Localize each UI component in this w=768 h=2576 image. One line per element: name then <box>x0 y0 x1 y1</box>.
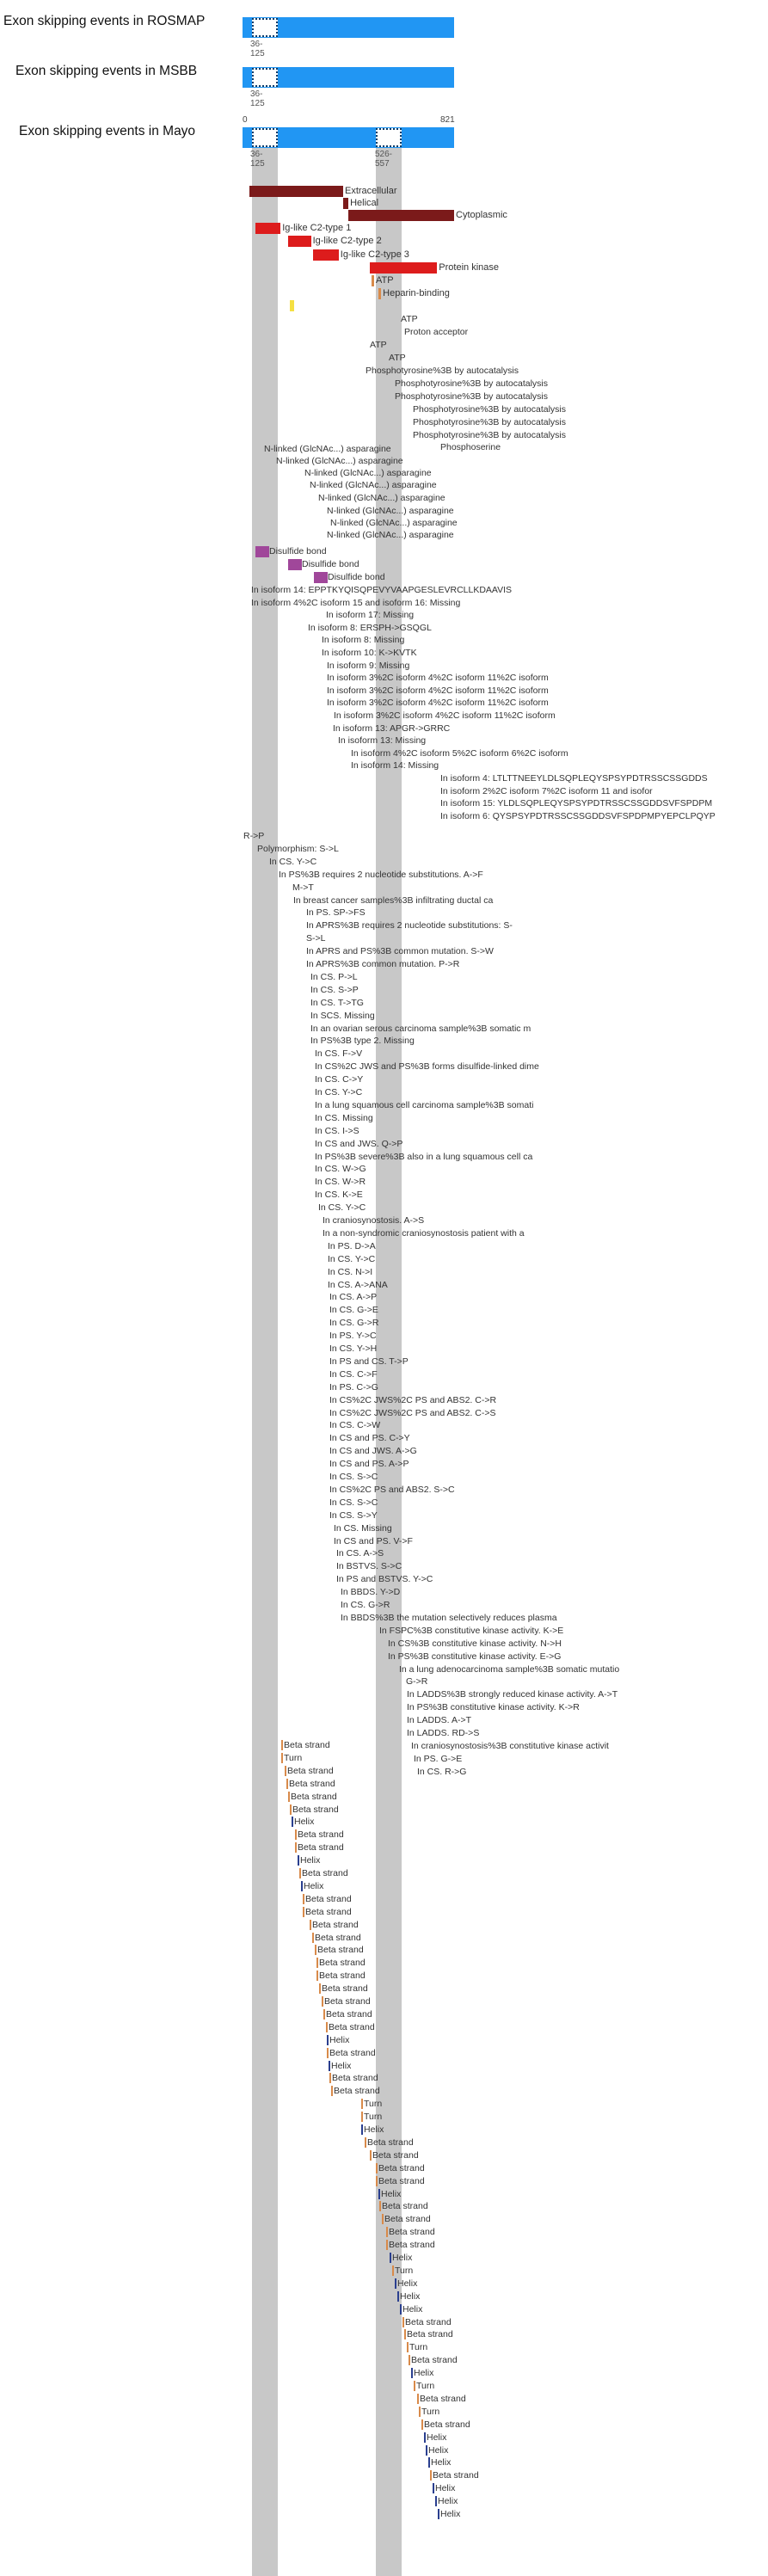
variant-label: In a non-syndromic craniosynostosis patient with a <box>323 1227 525 1239</box>
secondary-structure-label: Helix <box>331 2060 352 2071</box>
site-label: Phosphotyrosine%3B by autocatalysis <box>395 391 549 402</box>
secondary-structure-mark <box>395 2278 396 2289</box>
secondary-structure-mark <box>329 2073 331 2083</box>
variant-label: In CS. Missing <box>334 1522 392 1534</box>
exon-range-label: 36-125 <box>250 150 265 169</box>
secondary-structure-mark <box>361 2099 363 2109</box>
isoform-label: In isoform 4: LTLTTNEEYLDLSQPLEQYSPSYPDTRSSCSSGDDS <box>440 773 708 784</box>
domain-label: Ig-like C2-type 3 <box>340 249 409 260</box>
secondary-structure-label: Helix <box>392 2253 413 2263</box>
secondary-structure-mark <box>319 1983 321 1994</box>
secondary-structure-label: Beta strand <box>305 1906 352 1917</box>
disulfide-label: Disulfide bond <box>302 559 359 569</box>
secondary-structure-label: Helix <box>435 2483 456 2494</box>
variant-label: In CS. Y->C <box>318 1202 366 1214</box>
domain-label: Ig-like C2-type 1 <box>282 223 352 233</box>
variant-label: In CS. W->G <box>315 1164 366 1175</box>
track-title: Exon skipping events in ROSMAP <box>3 14 206 28</box>
secondary-structure-mark <box>361 2124 363 2135</box>
secondary-structure-mark <box>331 2086 333 2096</box>
secondary-structure-mark <box>361 2112 363 2122</box>
variant-label: Polymorphism: S->L <box>257 843 339 854</box>
secondary-structure-label: Beta strand <box>372 2149 419 2161</box>
domain-bar <box>249 186 343 197</box>
secondary-structure-label: Helix <box>440 2509 461 2519</box>
variant-label: In a lung squamous cell carcinoma sample%3B somati <box>315 1099 534 1110</box>
variant-label: In CS%2C JWS%2C PS and ABS2. C->R <box>329 1394 497 1405</box>
variant-label: In PS. SP->FS <box>306 907 366 919</box>
secondary-structure-label: Beta strand <box>424 2419 470 2430</box>
variant-label: In PS%3B constitutive kinase activity. K->R <box>407 1702 580 1713</box>
variant-label: In CS. A->P <box>329 1292 378 1303</box>
domain-label: ATP <box>376 275 394 286</box>
secondary-structure-label: Beta strand <box>287 1765 334 1776</box>
secondary-structure-label: Turn <box>284 1752 303 1763</box>
variant-label: In CS. Y->C <box>269 856 317 867</box>
exon-guide-1 <box>252 144 278 2576</box>
domain-bar <box>378 288 381 299</box>
secondary-structure-mark <box>407 2342 409 2352</box>
secondary-structure-mark <box>382 2214 384 2224</box>
secondary-structure-label: Beta strand <box>292 1804 339 1815</box>
secondary-structure-mark <box>438 2509 439 2519</box>
secondary-structure-label: Turn <box>364 2112 383 2123</box>
variant-label: In CS. K->E <box>315 1190 363 1201</box>
site-label: Phosphotyrosine%3B by autocatalysis <box>395 378 549 389</box>
variant-label: In breast cancer samples%3B infiltrating ductal ca <box>293 895 494 906</box>
glycosylation-label: N-linked (GlcNAc...) asparagine <box>327 530 454 540</box>
glycosylation-label: N-linked (GlcNAc...) asparagine <box>276 456 403 466</box>
secondary-structure-label: Beta strand <box>317 1945 364 1956</box>
secondary-structure-label: Turn <box>409 2342 428 2353</box>
domain-label: Protein kinase <box>439 262 499 273</box>
secondary-structure-mark <box>301 1881 303 1891</box>
site-label: Phosphotyrosine%3B by autocatalysis <box>413 430 567 440</box>
domain-bar <box>288 236 311 247</box>
secondary-structure-mark <box>326 2022 328 2032</box>
secondary-structure-mark <box>303 1894 304 1904</box>
variant-label: In CS. C->W <box>329 1420 381 1431</box>
variant-label: In CS. C->Y <box>315 1074 364 1085</box>
secondary-structure-mark <box>433 2483 434 2493</box>
secondary-structure-mark <box>430 2470 432 2481</box>
secondary-structure-mark <box>386 2240 388 2250</box>
variant-label: In CS. P->L <box>310 971 358 982</box>
secondary-structure-mark <box>299 1868 301 1878</box>
domain-bar <box>370 262 437 274</box>
secondary-structure-label: Beta strand <box>367 2136 414 2148</box>
secondary-structure-mark <box>310 1920 311 1930</box>
secondary-structure-mark <box>292 1817 293 1827</box>
track-title: Exon skipping events in MSBB <box>15 64 198 78</box>
variant-label: In CS. T->TG <box>310 997 364 1008</box>
site-label: ATP <box>389 353 406 363</box>
site-label: ATP <box>370 340 387 350</box>
secondary-structure-mark <box>421 2419 423 2430</box>
exon-box <box>252 128 278 147</box>
secondary-structure-label: Beta strand <box>289 1778 335 1789</box>
variant-label: In PS. C->G <box>329 1381 378 1393</box>
exon-box <box>252 68 278 87</box>
glycosylation-label: N-linked (GlcNAc...) asparagine <box>304 468 432 478</box>
secondary-structure-mark <box>288 1792 290 1802</box>
isoform-label: In isoform 4%2C isoform 15 and isoform 16: Missing <box>251 597 461 608</box>
domain-bar <box>343 198 348 209</box>
secondary-structure-label: Turn <box>416 2381 435 2391</box>
secondary-structure-label: Beta strand <box>319 1958 366 1969</box>
secondary-structure-label: Beta strand <box>378 2175 425 2186</box>
domain-bar <box>255 223 280 234</box>
secondary-structure-label: Beta strand <box>284 1740 330 1750</box>
variant-label: In PS%3B type 2. Missing <box>310 1036 415 1047</box>
secondary-structure-mark <box>327 2048 329 2058</box>
secondary-structure-mark <box>400 2304 402 2315</box>
domain-bar <box>313 249 339 261</box>
secondary-structure-label: Helix <box>427 2432 447 2443</box>
secondary-structure-label: Beta strand <box>405 2316 452 2327</box>
secondary-structure-label: Beta strand <box>389 2227 435 2238</box>
secondary-structure-mark <box>295 1829 297 1840</box>
domain-label: Cytoplasmic <box>456 210 507 220</box>
variant-label: In CS. F->V <box>315 1048 363 1060</box>
variant-label: In CS. S->Y <box>329 1509 378 1521</box>
variant-label: In PS. G->E <box>414 1753 463 1764</box>
isoform-label: In isoform 3%2C isoform 4%2C isoform 11%2C isoform <box>327 685 549 696</box>
glycosylation-label: N-linked (GlcNAc...) asparagine <box>330 518 458 528</box>
isoform-label: In isoform 6: QYSPSYPDTRSSCSSGDDSVFSPDPMPYEPCLPQYP <box>440 810 716 821</box>
isoform-label: In isoform 14: EPPTKYQISQPEVYVAAPGESLEVRCLLKDAAVIS <box>251 585 513 595</box>
variant-label: In CS%2C JWS and PS%3B forms disulfide-linked dime <box>315 1061 539 1073</box>
site-label: Phosphotyrosine%3B by autocatalysis <box>413 404 567 415</box>
secondary-structure-mark <box>303 1907 304 1917</box>
secondary-structure-label: Turn <box>364 2099 383 2110</box>
secondary-structure-mark <box>404 2329 406 2339</box>
domain-label: Extracellular <box>344 186 397 196</box>
secondary-structure-mark <box>322 1996 323 2007</box>
variant-label: In PS%3B constitutive kinase activity. E->G <box>388 1651 562 1662</box>
domain-bar <box>372 275 374 286</box>
variant-label: G->R <box>406 1676 428 1688</box>
secondary-structure-mark <box>316 1970 318 1981</box>
disulfide-label: Disulfide bond <box>328 572 385 582</box>
site-label: Phosphotyrosine%3B by autocatalysis <box>413 417 567 427</box>
isoform-label: In isoform 14: Missing <box>351 760 439 772</box>
isoform-label: In isoform 15: YLDLSQPLEQYSPSYPDTRSSCSSGDDSVFSPDPM <box>440 798 713 809</box>
secondary-structure-mark <box>290 1804 292 1815</box>
secondary-structure-mark <box>428 2457 430 2468</box>
glycosylation-label: N-linked (GlcNAc...) asparagine <box>310 480 437 490</box>
secondary-structure-mark <box>402 2317 404 2327</box>
variant-label: In PS and CS. T->P <box>329 1356 409 1367</box>
secondary-structure-label: Beta strand <box>420 2393 466 2404</box>
variant-label: In CS. Y->C <box>315 1087 363 1097</box>
site-label: Phosphotyrosine%3B by autocatalysis <box>366 366 519 376</box>
domain-bar <box>348 210 454 221</box>
secondary-structure-label: Helix <box>381 2188 402 2199</box>
exon-box-2 <box>376 128 402 147</box>
variant-label: In CS. C->F <box>329 1368 378 1380</box>
variant-label: In CS. S->C <box>329 1497 378 1508</box>
secondary-structure-label: Beta strand <box>389 2240 435 2251</box>
secondary-structure-mark <box>315 1945 316 1955</box>
track-title: Exon skipping events in Mayo <box>19 124 196 138</box>
secondary-structure-label: Beta strand <box>291 1791 337 1802</box>
secondary-structure-label: Beta strand <box>298 1842 344 1854</box>
secondary-structure-mark <box>329 2061 330 2071</box>
variant-label: In APRS%3B requires 2 nucleotide substitutions: S- <box>306 920 513 931</box>
variant-label: In LADDS. RD->S <box>407 1728 480 1738</box>
secondary-structure-mark <box>397 2291 399 2302</box>
variant-label: In CS. S->C <box>329 1472 378 1482</box>
disulfide-bar <box>255 546 269 557</box>
variant-label: In CS and PS. A->P <box>329 1459 409 1470</box>
isoform-label: In isoform 9: Missing <box>327 660 410 671</box>
variant-label: In BBDS. Y->D <box>341 1587 401 1598</box>
secondary-structure-label: Helix <box>294 1817 315 1828</box>
isoform-label: In isoform 8: Missing <box>322 635 405 646</box>
variant-label: In PS and BSTVS. Y->C <box>336 1574 433 1585</box>
variant-label: In PS%3B requires 2 nucleotide substitutions. A->F <box>279 869 483 880</box>
secondary-structure-mark <box>435 2496 437 2506</box>
secondary-structure-label: Turn <box>395 2265 414 2276</box>
variant-label: In APRS%3B common mutation. P->R <box>306 959 460 969</box>
variant-label: In CS. G->E <box>329 1305 378 1316</box>
secondary-structure-mark <box>426 2445 427 2456</box>
secondary-structure-label: Beta strand <box>329 2021 375 2032</box>
variant-label: R->P <box>243 831 265 841</box>
secondary-structure-mark <box>285 1766 286 1776</box>
secondary-structure-mark <box>323 2009 325 2020</box>
secondary-structure-label: Helix <box>364 2124 384 2135</box>
variant-label: M->T <box>292 882 314 893</box>
secondary-structure-label: Helix <box>428 2444 449 2456</box>
secondary-structure-label: Beta strand <box>332 2073 378 2084</box>
variant-label: In CS and JWS. A->G <box>329 1446 417 1457</box>
variant-label: In CS. G->R <box>329 1318 379 1329</box>
secondary-structure-label: Helix <box>329 2034 350 2045</box>
secondary-structure-label: Beta strand <box>305 1893 352 1904</box>
exon-range-label-2: 526-557 <box>375 150 393 169</box>
variant-label: In CS. Y->C <box>328 1253 376 1264</box>
variant-label: In CS. A->ANA <box>328 1279 388 1290</box>
secondary-structure-label: Beta strand <box>312 1919 359 1930</box>
site-label: Proton acceptor <box>404 327 469 337</box>
variant-label: In CS. N->I <box>328 1266 373 1277</box>
secondary-structure-mark <box>417 2394 419 2404</box>
variant-label: In BSTVS. S->C <box>336 1561 402 1572</box>
isoform-label: In isoform 3%2C isoform 4%2C isoform 11%2C isoform <box>327 673 549 684</box>
secondary-structure-label: Beta strand <box>326 2008 372 2020</box>
glycosylation-label: N-linked (GlcNAc...) asparagine <box>318 493 445 503</box>
secondary-structure-mark <box>286 1779 288 1789</box>
isoform-label: In isoform 4%2C isoform 5%2C isoform 6%2C isoform <box>351 747 568 759</box>
secondary-structure-mark <box>414 2381 415 2391</box>
secondary-structure-label: Helix <box>438 2496 458 2507</box>
variant-label: In craniosynostosis%3B constitutive kinase activit <box>411 1740 609 1751</box>
domain-label: Helical <box>350 198 379 208</box>
secondary-structure-mark <box>376 2176 378 2186</box>
secondary-structure-mark <box>295 1842 297 1853</box>
variant-label: In CS. S->P <box>310 984 359 995</box>
variant-label: In LADDS%3B strongly reduced kinase activity. A->T <box>407 1689 618 1700</box>
secondary-structure-mark <box>386 2227 388 2237</box>
variant-label: In CS and PS. C->Y <box>329 1433 410 1444</box>
secondary-structure-label: Beta strand <box>315 1932 361 1943</box>
isoform-label: In isoform 2%2C isoform 7%2C isoform 11 and isofor <box>440 785 653 796</box>
isoform-label: In isoform 10: K->KVTK <box>322 648 417 658</box>
variant-label: In PS. D->A <box>328 1240 376 1251</box>
exon-box <box>252 18 278 37</box>
variant-label: In SCS. Missing <box>310 1010 375 1021</box>
variant-label: In CS%3B constitutive kinase activity. N->H <box>388 1638 562 1649</box>
secondary-structure-mark <box>370 2150 372 2161</box>
secondary-structure-label: Beta strand <box>329 2047 376 2058</box>
variant-label: In CS. Missing <box>315 1112 373 1123</box>
variant-label: In APRS and PS%3B common mutation. S->W <box>306 946 494 957</box>
secondary-structure-label: Beta strand <box>298 1829 344 1841</box>
isoform-label: In isoform 13: APGR->GRRC <box>333 722 451 734</box>
disulfide-bar <box>314 572 328 583</box>
secondary-structure-label: Beta strand <box>411 2355 458 2366</box>
secondary-structure-label: Beta strand <box>319 1970 366 1982</box>
secondary-structure-mark <box>378 2189 380 2199</box>
secondary-structure-label: Helix <box>397 2278 418 2289</box>
secondary-structure-mark <box>312 1933 314 1943</box>
glycosylation-label: N-linked (GlcNAc...) asparagine <box>264 444 391 454</box>
variant-label: In CS. W->R <box>315 1177 366 1188</box>
isoform-label: In isoform 3%2C isoform 4%2C isoform 11%2C isoform <box>334 710 556 721</box>
secondary-structure-mark <box>281 1753 283 1763</box>
exon-range-label: 36-125 <box>250 89 265 108</box>
secondary-structure-mark <box>392 2266 394 2276</box>
variant-label: In CS. I->S <box>315 1125 359 1136</box>
variant-label: In CS and PS. V->F <box>334 1535 413 1546</box>
variant-label: In FSPC%3B constitutive kinase activity. K->E <box>379 1625 564 1636</box>
domain-label: Ig-like C2-type 2 <box>312 236 382 246</box>
secondary-structure-mark <box>419 2407 421 2417</box>
secondary-structure-label: Turn <box>421 2406 440 2417</box>
disulfide-label: Disulfide bond <box>269 546 327 556</box>
secondary-structure-label: Beta strand <box>324 1996 371 2007</box>
variant-label: In CS. G->R <box>341 1600 390 1610</box>
secondary-structure-label: Helix <box>300 1855 321 1866</box>
variant-label: In craniosynostosis. A->S <box>323 1215 425 1226</box>
isoform-label: In isoform 13: Missing <box>338 735 427 747</box>
secondary-structure-mark <box>390 2253 391 2263</box>
secondary-structure-mark <box>379 2201 381 2211</box>
domain-label: Heparin-binding <box>383 288 450 298</box>
secondary-structure-label: Beta strand <box>322 1983 368 1995</box>
secondary-structure-label: Helix <box>304 1880 324 1891</box>
secondary-structure-label: Helix <box>414 2368 434 2379</box>
axis-start-tick: 0 <box>243 115 248 125</box>
site-label: ATP <box>401 314 418 324</box>
secondary-structure-label: Beta strand <box>334 2086 380 2097</box>
site-label: Phosphoserine <box>440 442 501 452</box>
secondary-structure-mark <box>298 1855 299 1866</box>
variant-label: In CS%2C JWS%2C PS and ABS2. C->S <box>329 1407 496 1418</box>
variant-label: In a lung adenocarcinoma sample%3B somatic mutatio <box>399 1663 620 1675</box>
secondary-structure-mark <box>376 2163 378 2173</box>
variant-label: In CS. Y->H <box>329 1343 378 1354</box>
variant-label: In an ovarian serous carcinoma sample%3B somatic m <box>310 1023 531 1034</box>
variant-label: In BBDS%3B the mutation selectively reduces plasma <box>341 1612 557 1623</box>
secondary-structure-label: Helix <box>402 2303 423 2315</box>
variant-label: In LADDS. A->T <box>407 1715 471 1726</box>
secondary-structure-label: Beta strand <box>384 2214 431 2225</box>
variant-label: In CS and JWS. Q->P <box>315 1138 403 1149</box>
variant-label: In CS%2C PS and ABS2. S->C <box>329 1484 455 1495</box>
secondary-structure-mark <box>411 2368 413 2378</box>
secondary-structure-mark <box>424 2432 426 2443</box>
axis-end-tick: 821 <box>440 115 455 125</box>
isoform-label: In isoform 17: Missing <box>326 610 415 621</box>
secondary-structure-mark <box>409 2355 410 2365</box>
variant-label: In PS. Y->C <box>329 1331 377 1342</box>
secondary-structure-mark <box>316 1958 318 1968</box>
glycosylation-label: N-linked (GlcNAc...) asparagine <box>327 506 454 516</box>
disulfide-bar <box>288 559 302 570</box>
exon-range-label: 36-125 <box>250 40 265 58</box>
secondary-structure-mark <box>365 2137 366 2148</box>
secondary-structure-label: Beta strand <box>407 2329 453 2340</box>
domain-bar <box>290 300 294 311</box>
secondary-structure-mark <box>281 1740 283 1750</box>
secondary-structure-label: Beta strand <box>302 1868 348 1878</box>
secondary-structure-label: Beta strand <box>382 2201 428 2212</box>
variant-label: In CS. R->G <box>417 1766 467 1777</box>
variant-label: S->L <box>306 933 326 944</box>
secondary-structure-mark <box>327 2035 329 2045</box>
variant-label: In PS%3B severe%3B also in a lung squamous cell ca <box>315 1151 533 1162</box>
variant-label: In CS. A->S <box>336 1548 384 1559</box>
secondary-structure-label: Helix <box>400 2290 421 2302</box>
isoform-label: In isoform 8: ERSPH->GSQGL <box>308 622 432 633</box>
secondary-structure-label: Beta strand <box>433 2470 479 2481</box>
secondary-structure-label: Beta strand <box>378 2162 425 2173</box>
secondary-structure-label: Helix <box>431 2457 452 2468</box>
isoform-label: In isoform 3%2C isoform 4%2C isoform 11%2C isoform <box>327 698 549 709</box>
